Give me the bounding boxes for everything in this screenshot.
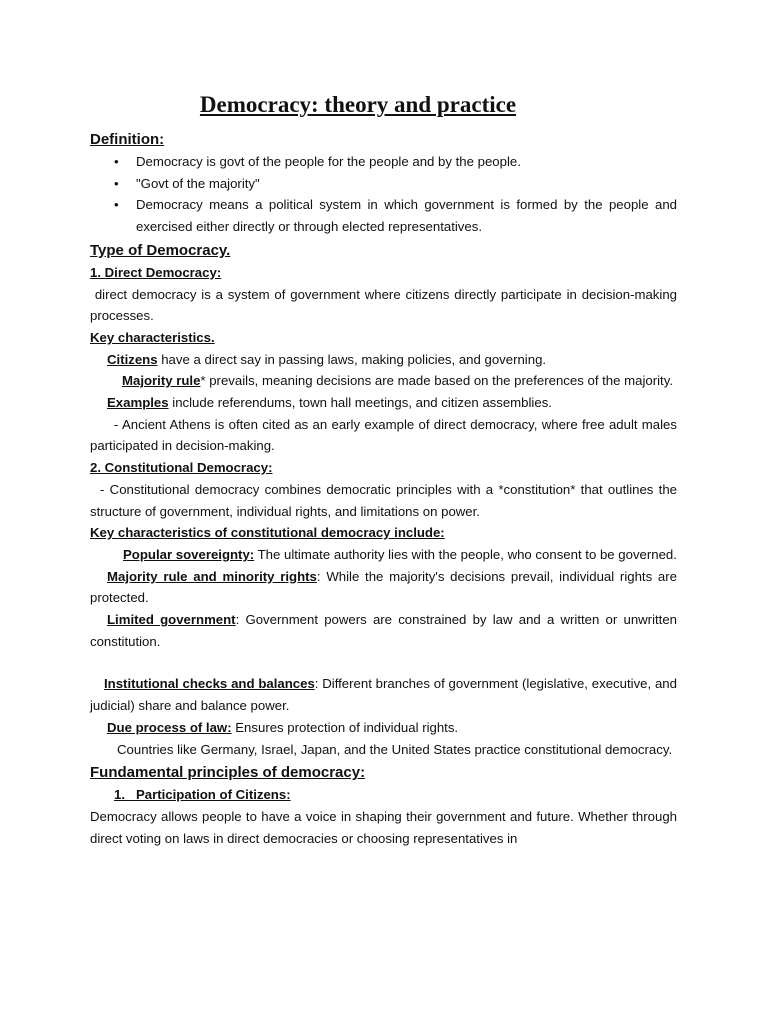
paragraph-examples: Examples include referendums, town hall meetings, and citizen assemblies. bbox=[107, 395, 552, 411]
examples-label: Examples bbox=[107, 395, 169, 411]
principle-item-1 bbox=[90, 784, 677, 806]
constitutional-intro: - Constitutional democracy combines democratic principles with a *constitution* that outlines the structure of government, individual rights, and limitations on power. bbox=[90, 481, 677, 519]
paragraph-checks: Institutional checks and balances: Different branches of government (legislative, executive, and judicial) share and balance power. bbox=[90, 676, 677, 714]
limited-government-label: Limited government bbox=[107, 612, 236, 628]
paragraph-countries: Countries like Germany, Israel, Japan, and the United States practice constitutional democracy. bbox=[117, 741, 673, 757]
direct-democracy-intro: direct democracy is a system of government where citizens directly participate in decision-making processes. bbox=[90, 286, 681, 324]
paragraph-sovereignty: Popular sovereignty: The ultimate authority lies with the people, who consent to be governed. bbox=[123, 546, 677, 562]
paragraph-majority-rule: Majority rule* prevails, meaning decisions are made based on the preferences of the majority. bbox=[122, 373, 673, 389]
bullet-icon: • bbox=[114, 175, 119, 191]
principles-heading: Fundamental principles of democracy: bbox=[90, 764, 366, 782]
paragraph-limited-government: Limited government: Government powers are constrained by law and a written or unwritten constitution. bbox=[90, 612, 677, 649]
list-item: • Democracy is govt of the people for the people and by the people. bbox=[90, 151, 677, 173]
direct-key-heading: Key characteristics. bbox=[90, 329, 215, 345]
document-body bbox=[90, 127, 681, 849]
list-item: • Democracy means a political system in which government is formed by the people and exercised either directly or through elected representatives. bbox=[90, 194, 677, 237]
definition-heading: Definition: bbox=[90, 131, 165, 148]
constitutional-key-heading: Key characteristics of constitutional democracy include: bbox=[90, 525, 445, 541]
definition-list bbox=[90, 151, 677, 238]
paragraph-citizens: Citizens have a direct say in passing laws, making policies, and governing. bbox=[107, 351, 547, 367]
types-heading: Type of Democracy. bbox=[90, 241, 231, 259]
constitutional-democracy-heading: 2. Constitutional Democracy: bbox=[90, 460, 273, 476]
sovereignty-label: Popular sovereignty: bbox=[123, 546, 255, 562]
direct-democracy-heading: 1. Direct Democracy: bbox=[90, 264, 222, 280]
citizens-label: Citizens bbox=[107, 351, 158, 367]
paragraph-minority-rights: Majority rule and minority rights: While the majority's decisions prevail, individual rights are protected. bbox=[90, 568, 677, 606]
minority-rights-label: Majority rule and minority rights bbox=[107, 568, 317, 584]
principle-1-text: Democracy allows people to have a voice in shaping their government and future. Whether through direct voting on laws in direct democracies or choosing representatives in bbox=[90, 808, 677, 846]
principle-1-label: 1. Participation of Citizens: bbox=[114, 787, 291, 803]
paragraph-athens: - Ancient Athens is often cited as an early example of direct democracy, where free adult males participated in decision-making. bbox=[90, 416, 677, 454]
document-title: Democracy: theory and practice bbox=[199, 92, 517, 117]
bullet-icon: • bbox=[114, 197, 119, 213]
spacer bbox=[90, 652, 677, 673]
list-item: • "Govt of the majority" bbox=[90, 173, 677, 195]
paragraph-due-process: Due process of law: Ensures protection of individual rights. bbox=[107, 719, 459, 735]
checks-label: Institutional checks and balances bbox=[104, 676, 315, 692]
majority-rule-label: Majority rule bbox=[122, 373, 201, 389]
due-process-label: Due process of law: bbox=[107, 719, 232, 735]
bullet-icon: • bbox=[114, 154, 119, 169]
